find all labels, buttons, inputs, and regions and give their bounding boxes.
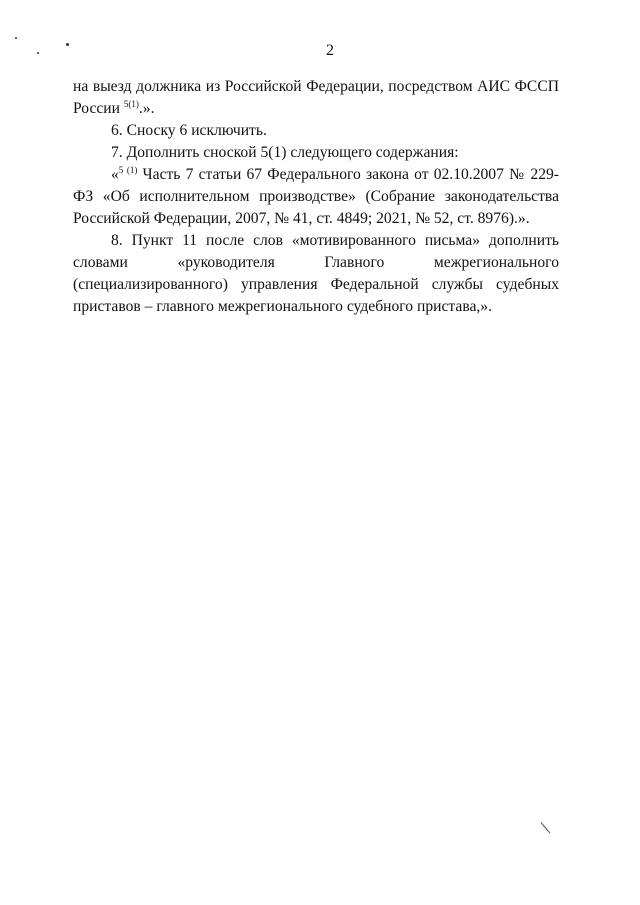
scan-mark <box>541 822 551 833</box>
paragraph-continuation-line-1: на выезд должника из Российской Федерации, посредством АИС ФССП <box>73 78 559 95</box>
paragraph-text: .». <box>138 100 155 117</box>
scan-speck <box>15 37 17 39</box>
paragraph-text: Часть 7 статьи 67 Федерального закона от 02.10.2007 № 229-ФЗ «Об исполнительном производстве» (Собрание законодательства Российской Федерации, 2007, № 41, ст. 4849; 2021, № 52, ст. 8976).». <box>73 166 559 227</box>
footnote-reference: 5 (1) <box>118 165 138 175</box>
paragraph-continuation-line-2 <box>73 98 559 120</box>
paragraph-text: России <box>73 100 124 117</box>
document-body <box>73 76 559 318</box>
page-number: 2 <box>326 42 334 59</box>
paragraph-footnote-text <box>73 164 559 230</box>
footnote-reference: 5(1) <box>123 99 139 109</box>
paragraph-item-7: 7. Дополнить сноской 5(1) следующего содержания: <box>111 144 459 161</box>
paragraph-item-8: 8. Пункт 11 после слов «мотивированного письма» дополнить словами «руководителя Главного межрегионального (специализированного) управления Федеральной службы судебных приставов – главного межрегионального судебного пристава,». <box>73 232 559 315</box>
paragraph-text: « <box>111 166 119 183</box>
paragraph-item-6: 6. Сноску 6 исключить. <box>111 122 267 139</box>
